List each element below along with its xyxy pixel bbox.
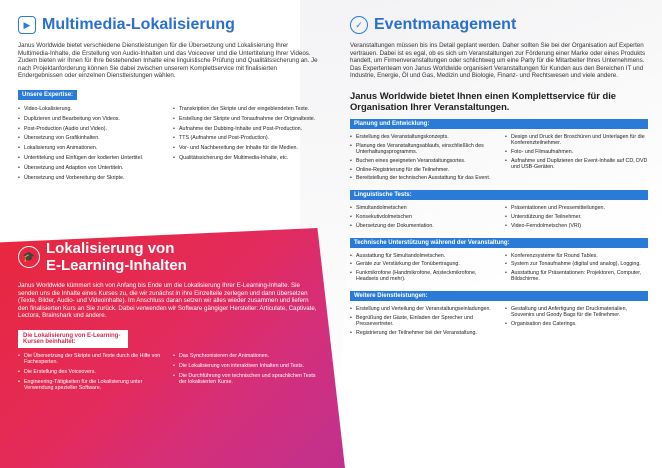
list-item: • Geräte zur Verstärkung der Tonübertragung. (350, 261, 493, 267)
list-item: • Bereitstellung der technischen Ausstattung für das Event. (350, 175, 493, 181)
elearning-lists (18, 353, 318, 395)
event-section-label: Linguistische Tests: (350, 190, 648, 200)
list-item: • Die Lokalisierung von interaktiven Inhalten und Tests. (173, 363, 318, 369)
list-item: • Konferenzsysteme für Round Tables. (505, 253, 648, 259)
list-item: • Foto- und Filmaufnahmen. (505, 149, 648, 155)
multimedia-lists (18, 106, 318, 184)
event-section-lists (350, 134, 648, 184)
event-list (505, 306, 648, 339)
play-icon: ▶ (18, 16, 36, 34)
event-section-label: Technische Unterstützung während der Veranstaltung: (350, 238, 648, 248)
event-section-label: Weitere Dienstleistungen: (350, 291, 648, 301)
multimedia-list-right (173, 106, 318, 184)
event-list (505, 205, 648, 231)
event-list (505, 134, 648, 184)
list-item: • Planung des Veranstaltungsablaufs, einschließlich des Unterhaltungsprogramms. (350, 143, 493, 155)
event-headline: Janus Worldwide bietet Ihnen einen Komplettservice für die Organisation Ihrer Veranstaltungen. (350, 89, 617, 112)
elearning-label: Die Lokalisierung von E-Learning-Kursen beinhaltet: (18, 330, 128, 348)
list-item: • Engineering-Tätigkeiten für die Lokalisierung unter Verwendung spezieller Software. (18, 379, 163, 391)
list-item: • Das Synchronisieren der Animationen. (173, 353, 318, 359)
elearning-title-line2: E-Learning-Inhalten (46, 257, 187, 274)
list-item: • Die Durchführung von technischen und sprachlichen Tests der lokalisierten Kurse. (173, 373, 318, 385)
event-list (350, 253, 493, 286)
list-item: • Duplizieren und Bearbeitung von Videos. (18, 116, 163, 122)
event-heading (350, 16, 648, 34)
event-list (350, 134, 493, 184)
event-list (350, 306, 493, 339)
multimedia-title: Multimedia-Lokalisierung (42, 16, 235, 33)
list-item: • Präsentationen und Pressemitteilungen. (505, 205, 648, 211)
elearning-list-right (173, 353, 318, 395)
list-item: • Qualitätssicherung der Multimedia-Inhalte, etc. (173, 155, 318, 161)
multimedia-heading (18, 16, 318, 34)
event-title: Eventmanagement (374, 16, 517, 33)
list-item: • Video-Lokalisierung. (18, 106, 163, 112)
event-list (350, 205, 493, 231)
list-item: • Übersetzung und Adaption von Untertiteln. (18, 165, 163, 171)
elearning-intro: Janus Worldwide kümmert sich von Anfang bis Ende um die Lokalisierung Ihrer E-Learning-Inhalte. Sie senden uns die Inhalte eines Kurses zu, die wir zunächst in ihre Einzelteile zerlegen und dann übersetzen (Texte, Bilder, Audio- und Videoinhalte). Im Anschluss daran setzen wir alles wieder zusammen und liefern den finalisierten Kurs an Sie zurück. Dabei verwenden wir Software gängiger Hersteller: Articulate, Captivate, Lectora, Brainshark und andere. (18, 282, 317, 320)
event-section-lists (350, 205, 648, 231)
list-item: • Die Erstellung des Voiceovers. (18, 369, 163, 375)
check-icon: ✓ (350, 16, 368, 34)
multimedia-list-left (18, 106, 163, 184)
elearning-list-left (18, 353, 163, 395)
list-item: • Begrüßung der Gäste, Einladen der Sprecher und Pressevertreter. (350, 315, 493, 327)
list-item: • Unterstützung der Teilnehmer. (505, 214, 648, 220)
elearning-title-line1: Lokalisierung von (46, 240, 175, 257)
event-section-label: Planung und Entwicklung: (350, 119, 648, 129)
event-list (505, 253, 648, 286)
list-item: • Gestaltung und Anfertigung der Druckmaterialien, Souvenirs und Goody Bags für die Teilnehmer. (505, 306, 648, 318)
list-item: • Übersetzung von Grafikinhalten. (18, 135, 163, 141)
list-item: • System zur Tonaufnahme (digital und analog), Logging. (505, 261, 648, 267)
event-service-sections (350, 119, 648, 339)
list-item: • Ausstattung für Präsentationen: Projektoren, Computer, Bildschirme. (505, 270, 648, 282)
event-section (350, 16, 648, 339)
list-item: • Funkmikrofone (Handmikrofone, Ansteckmikrofone, Headsets und mehr). (350, 270, 493, 282)
list-item: • Erstellung und Verteilung der Veranstaltungseinladungen. (350, 306, 493, 312)
list-item: • Organisation des Caterings. (505, 321, 648, 327)
event-intro: Veranstaltungen müssen bis ins Detail geplant werden. Daher sollten Sie bei der Organisation auf Experten vertrauen. Dabei ist es egal, ob es sich um Veranstaltungen zur Förderung einer Marke oder eines Produkts handelt, um Firmenveranstaltungen oder schlichtweg um eine Party für die Mitarbeiter Ihres Unternehmens. Das Expertenteam von Janus Worldwide organisiert Veranstaltungen für Kunden aus den Bereichen IT und Industrie, Energie, Öl und Gas, Medizin und Biologie, Finanz- und Rechtswesen und viele andere. (350, 42, 646, 80)
list-item: • Online-Registrierung für die Teilnehmer. (350, 167, 493, 173)
list-item: • Untertitelung und Einfügen der kodierten Untertitel. (18, 155, 163, 161)
list-item: • Aufnahme und Duplizieren der Event-Inhalte auf CD, DVD und USB-Geräten. (505, 158, 648, 170)
expertise-label: Unsere Expertise: (18, 90, 77, 100)
list-item: • Buchen eines geeigneten Veranstaltungsortes. (350, 158, 493, 164)
list-item: • Video-Ferndolmetschen (VRI) (505, 223, 648, 229)
elearning-heading (18, 240, 318, 274)
list-item: • TTS (Aufnahme und Post-Production). (173, 135, 318, 141)
list-item: • Erstellung des Veranstaltungskonzepts. (350, 134, 493, 140)
elearning-section (18, 240, 318, 395)
list-item: • Design und Druck der Broschüren und Unterlagen für die Konferenzteilnehmer. (505, 134, 648, 146)
list-item: • Übersetzung und Vorbereitung der Skripte. (18, 175, 163, 181)
event-section-lists (350, 306, 648, 339)
graduation-cap-icon: 🎓 (18, 246, 40, 268)
list-item: • Simultandolmetschen (350, 205, 493, 211)
list-item: • Die Übersetzung der Skripte und Texte durch die Hilfe von Fachexperten. (18, 353, 163, 365)
list-item: • Transkription der Skripte und der eingeblendeten Texte. (173, 106, 318, 112)
list-item: • Übersetzung der Dokumentation. (350, 223, 493, 229)
list-item: • Aufnahme der Dubbing-Inhalte und Post-Production. (173, 126, 318, 132)
list-item: • Konsekutivdolmetschen (350, 214, 493, 220)
list-item: • Registrierung der Teilnehmer bei der Veranstaltung. (350, 330, 493, 336)
list-item: • Post-Production (Audio und Video). (18, 126, 163, 132)
event-section-lists (350, 253, 648, 286)
list-item: • Ausstattung für Simultandolmetschen. (350, 253, 493, 259)
list-item: • Erstellung der Skripte und Tonaufnahme der Originaltexte. (173, 116, 318, 122)
multimedia-intro: Janus Worldwide bietet verschiedene Dienstleistungen für die Übersetzung und Lokalisierung Ihrer Multimedia-Inhalte, die Erstellung von Audio-Inhalten und das Voiceover und die Untertitelung Ihrer Videos. Zudem bieten wir Ihnen für Ihre bestehenden Inhalte eine linguistische Prüfung und Qualitätssicherung an. Je nach Projektanforderung können Sie dabei zwischen unserem Komplettservice mit finalisierten Endergebnissen oder einzelnen Dienstleistungen wählen. (18, 42, 318, 80)
list-item: • Lokalisierung von Animationen. (18, 145, 163, 151)
multimedia-section (18, 16, 318, 184)
list-item: • Vor- und Nachbereitung der Inhalte für die Medien. (173, 145, 318, 151)
